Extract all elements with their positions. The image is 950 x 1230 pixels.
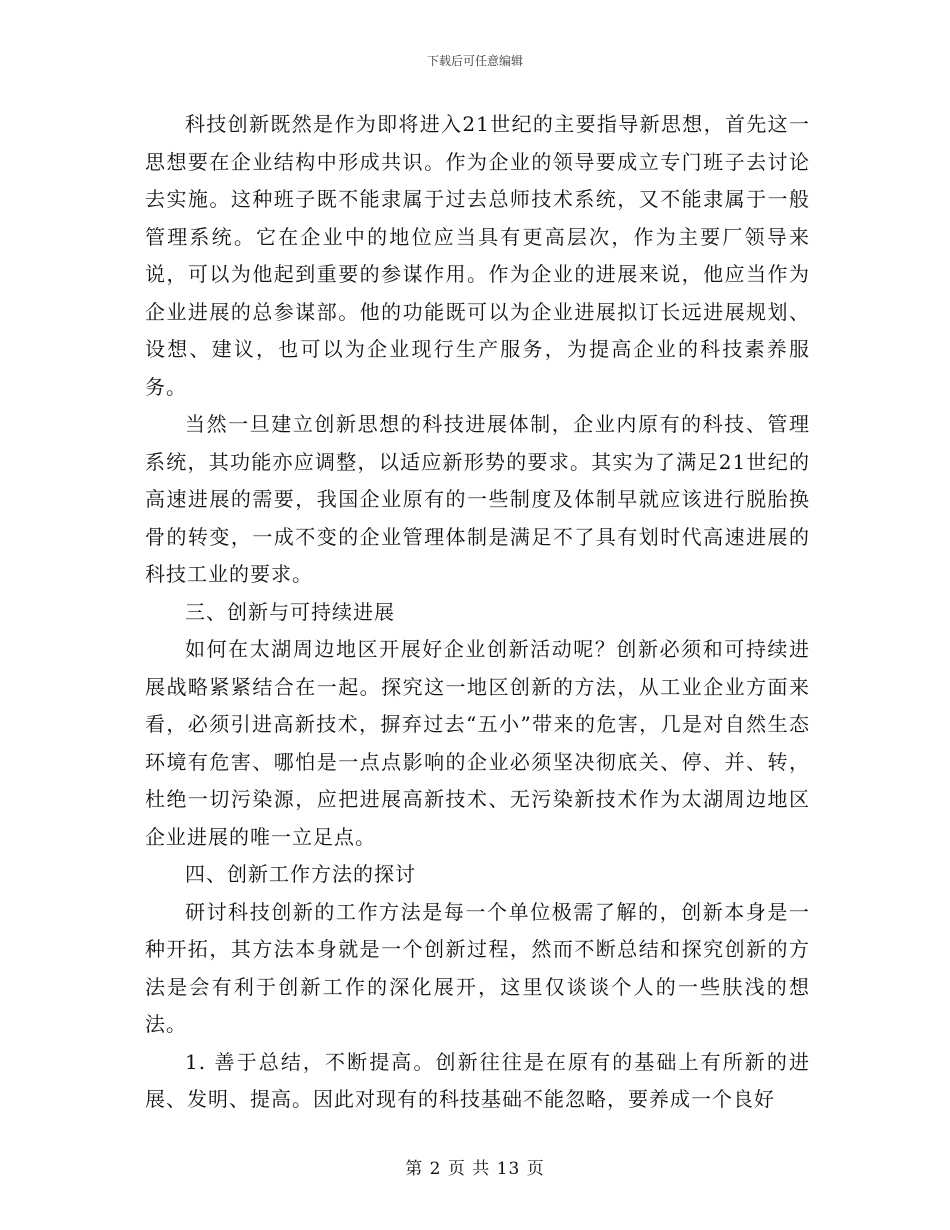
document-body	[145, 106, 810, 1119]
page-header: 下载后可任意编辑	[426, 54, 523, 68]
section-heading: 三、创新与可持续进展	[185, 599, 395, 624]
paragraph: 研讨科技创新的工作方法是每一个单位极需了解的，创新本身是一种开拓，其方法本身就是一个创新过程，然而不断总结和探究创新的方法是会有利于创新工作的深化展开，这里仅谈谈个人的一些肤浅的想法。	[145, 899, 810, 1036]
section-heading: 四、创新工作方法的探讨	[185, 862, 416, 886]
paragraph: 1. 善于总结，不断提高。创新往往是在原有的基础上有所新的进展、发明、提高。因此对现有的科技基础不能忽略，要养成一个良好	[145, 1049, 810, 1111]
page-footer: 第 2 页 共 13 页	[405, 1159, 545, 1179]
paragraph: 如何在太湖周边地区开展好企业创新活动呢？创新必须和可持续进展战略紧紧结合在一起。探究这一地区创新的方法，从工业企业方面来看，必须引进高新技术，摒弃过去“五小”带来的危害，几是对自然生态环境有危害、哪怕是一点点影响的企业必须坚决彻底关、停、并、转，杜绝一切污染源，应把进展高新技术、无污染新技术作为太湖周边地区企业进展的唯一立足点。	[145, 637, 810, 849]
paragraph: 当然一旦建立创新思想的科技进展体制，企业内原有的科技、管理系统，其功能亦应调整，以适应新形势的要求。其实为了满足21世纪的高速进展的需要，我国企业原有的一些制度及体制早就应该进行脱胎换骨的转变，一成不变的企业管理体制是满足不了具有划时代高速进展的科技工业的要求。	[145, 412, 810, 586]
paragraph: 科技创新既然是作为即将进入21世纪的主要指导新思想，首先这一思想要在企业结构中形成共识。作为企业的领导要成立专门班子去讨论去实施。这种班子既不能隶属于过去总师技术系统，又不能隶属于一般管理系统。它在企业中的地位应当具有更高层次，作为主要厂领导来说，可以为他起到重要的参谋作用。作为企业的进展来说，他应当作为企业进展的总参谋部。他的功能既可以为企业进展拟订长远进展规划、设想、建议，也可以为企业现行生产服务，为提高企业的科技素养服务。	[145, 112, 810, 399]
